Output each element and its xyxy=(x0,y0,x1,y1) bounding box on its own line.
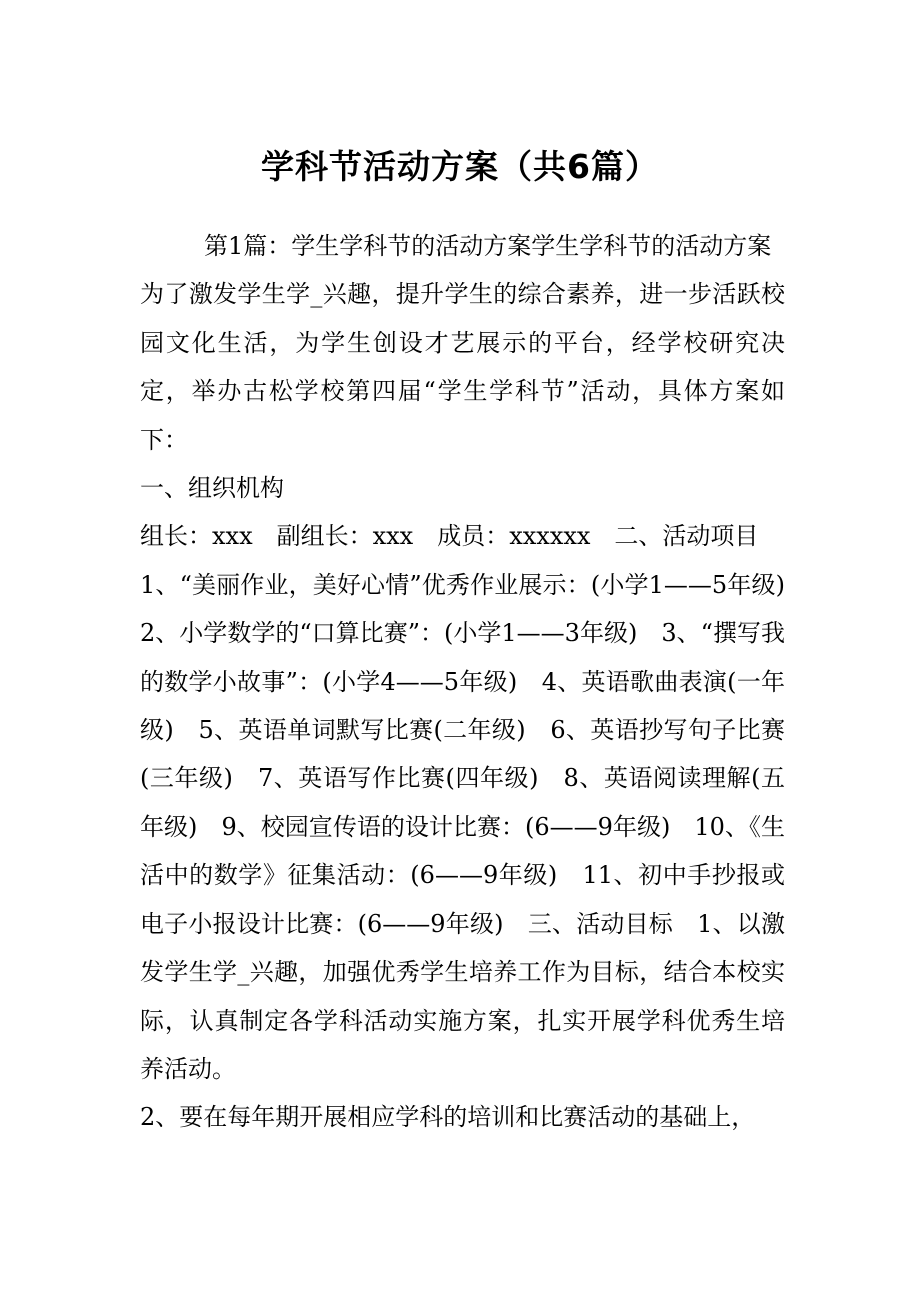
paragraph-intro: 为了激发学生学_兴趣，提升学生的综合素养，进一步活跃校园文化生活，为学生创设才艺展示的平台，经学校研究决定，举办古松学校第四届“学生学科节”活动，具体方案如下： xyxy=(140,280,785,454)
document-title: 学科节活动方案（共6篇） xyxy=(261,147,659,186)
paragraph-chapter-heading: 第1篇：学生学科节的活动方案学生学科节的活动方案 xyxy=(204,232,772,260)
paragraph-members: 组长：xxx 副组长：xxx 成员：xxxxxx 二、活动项目 xyxy=(140,522,759,551)
paragraph-section-organization: 一、组织机构 xyxy=(140,474,284,503)
paragraph-goal-2: 2、要在每年期开展相应学科的培训和比赛活动的基础上， xyxy=(140,1103,756,1132)
document-body xyxy=(140,222,809,1142)
paragraph-activity-items: 1、“美丽作业，美好心情”优秀作业展示：(小学1——5年级) 2、小学数学的“口算比赛”：(小学1——3年级) 3、“撰写我的数学小故事”：(小学4——5年级) 4、英语歌曲表演(一年级) 5、英语单词默写比赛(二年级) 6、英语抄写句子比赛(三年级) 7、英语写作比赛(四年级) 8、英语阅读理解(五年级) 9、校园宣传语的设计比赛：(6——9年级) 10、《生活中的数学》征集活动：(6——9年级) 11、初中手抄报或电子小报设计比赛：(6——9年级) 三、活动目标 1、以激发学生学_兴趣，加强优秀学生培养工作为目标，结合本校实际，认真制定各学科活动实施方案，扎实开展学科优秀生培养活动。 xyxy=(140,570,809,1083)
